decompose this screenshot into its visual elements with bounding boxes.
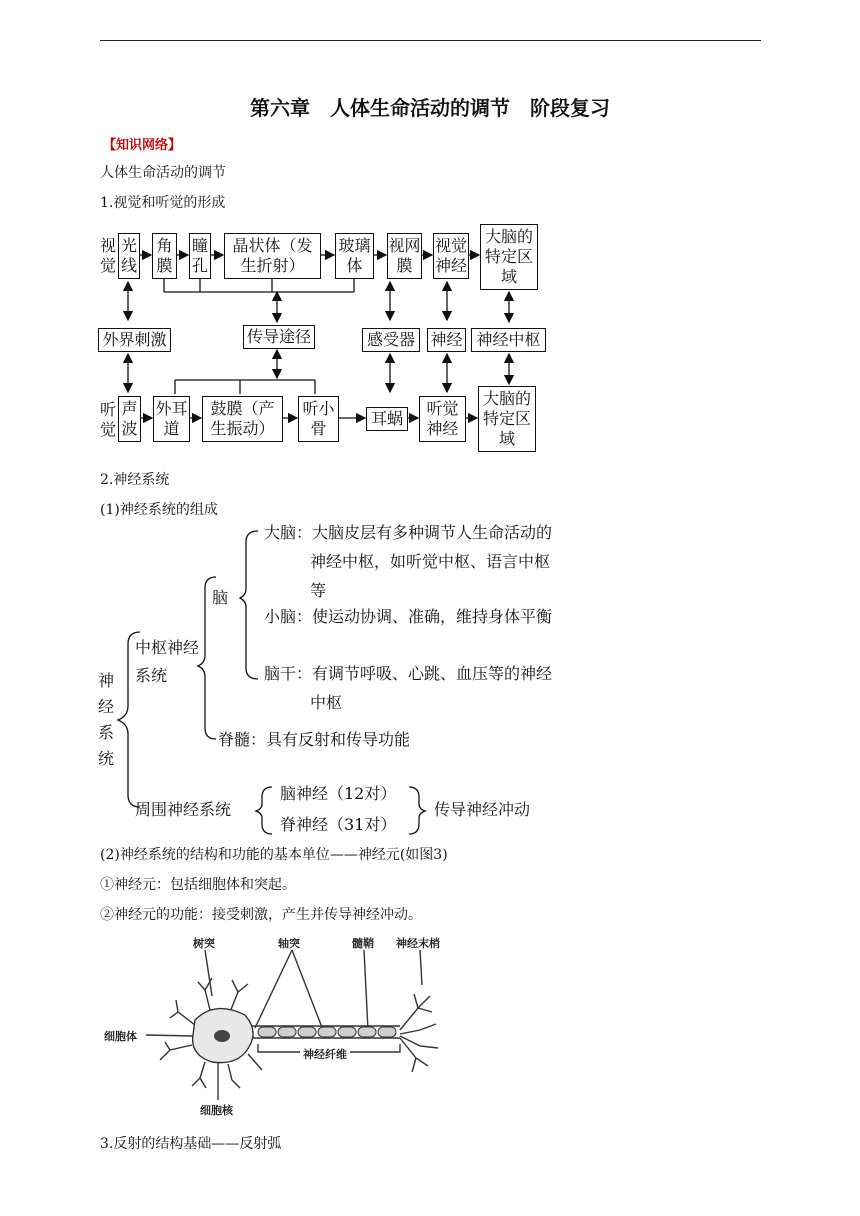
cranial-nerves: 脑神经（12对） bbox=[280, 784, 397, 803]
page-title: 第六章 人体生命活动的调节 阶段复习 bbox=[250, 96, 610, 120]
vision-label: 视觉 bbox=[99, 236, 116, 275]
peripheral-nervous-system: 周围神经系统 bbox=[135, 800, 232, 819]
label-cell-body: 细胞体 bbox=[104, 1030, 137, 1043]
intro-text: 人体生命活动的调节 bbox=[100, 165, 226, 181]
brainstem-desc: 脑干：有调节呼吸、心跳、血压等的神经中枢 bbox=[264, 664, 553, 712]
box-pupil: 瞳孔 bbox=[189, 233, 211, 279]
box-retina: 视网膜 bbox=[387, 233, 422, 279]
box-ossicles: 听小骨 bbox=[298, 396, 339, 442]
box-cornea: 角膜 bbox=[152, 233, 177, 279]
heading-neuron: (2)神经系统的结构和功能的基本单位——神经元(如图3) bbox=[100, 847, 448, 863]
neuron-definition: ①神经元：包括细胞体和突起。 bbox=[100, 877, 296, 893]
neuron-function: ②神经元的功能：接受刺激，产生并传导神经冲动。 bbox=[100, 907, 422, 923]
box-auditory-nerve: 听觉神经 bbox=[419, 396, 466, 442]
box-vitreous: 玻璃体 bbox=[335, 233, 374, 279]
box-lens: 晶状体（发生折射） bbox=[224, 233, 321, 279]
label-nucleus: 细胞核 bbox=[200, 1104, 233, 1117]
box-nerve-center: 神经中枢 bbox=[471, 328, 546, 352]
heading-composition: (1)神经系统的组成 bbox=[100, 502, 218, 518]
box-sound-wave: 声波 bbox=[118, 396, 141, 442]
box-brain-area-hearing: 大脑的特定区域 bbox=[478, 386, 536, 452]
central-nervous-system: 中枢神经系统 bbox=[135, 638, 200, 685]
box-nerve: 神经 bbox=[427, 328, 466, 352]
label-myelin: 髓鞘 bbox=[352, 937, 374, 950]
box-optic-nerve: 视觉神经 bbox=[433, 233, 469, 279]
label-axon: 轴突 bbox=[278, 937, 300, 950]
box-cochlea: 耳蜗 bbox=[366, 407, 408, 431]
label-terminal: 神经末梢 bbox=[396, 937, 440, 950]
box-brain-area-vision: 大脑的特定区域 bbox=[480, 224, 538, 290]
heading-vision-hearing: 1.视觉和听觉的形成 bbox=[100, 195, 226, 211]
heading-reflex-arc: 3.反射的结构基础——反射弧 bbox=[100, 1136, 282, 1152]
spinal-cord-text: 脊髓：具有反射和传导功能 bbox=[218, 730, 411, 749]
box-light: 光线 bbox=[118, 233, 140, 279]
cerebellum-desc: 小脑：使运动协调、准确，维持身体平衡 bbox=[264, 607, 553, 626]
conduct-impulse: 传导神经冲动 bbox=[434, 800, 531, 819]
brain-label: 脑 bbox=[212, 588, 229, 607]
nucleus-shape bbox=[214, 1030, 230, 1042]
label-fiber: 神经纤维 bbox=[300, 1046, 350, 1062]
box-ear-canal: 外耳道 bbox=[153, 396, 190, 442]
label-dendrite: 树突 bbox=[193, 937, 215, 950]
box-receptor: 感受器 bbox=[362, 328, 420, 352]
section-tag: 【知识网络】 bbox=[103, 138, 182, 153]
spinal-nerves: 脊神经（31对） bbox=[280, 815, 397, 834]
heading-nervous-system: 2.神经系统 bbox=[100, 472, 170, 488]
box-eardrum: 鼓膜（产生振动） bbox=[202, 396, 283, 442]
hearing-label: 听觉 bbox=[99, 400, 116, 439]
nervous-system-root: 神经系统 bbox=[98, 671, 115, 768]
box-pathway: 传导途径 bbox=[243, 325, 315, 349]
box-stimulus: 外界刺激 bbox=[98, 328, 171, 352]
cerebrum-desc: 大脑：大脑皮层有多种调节人生命活动的神经中枢，如听觉中枢、语言中枢等 bbox=[264, 523, 553, 600]
